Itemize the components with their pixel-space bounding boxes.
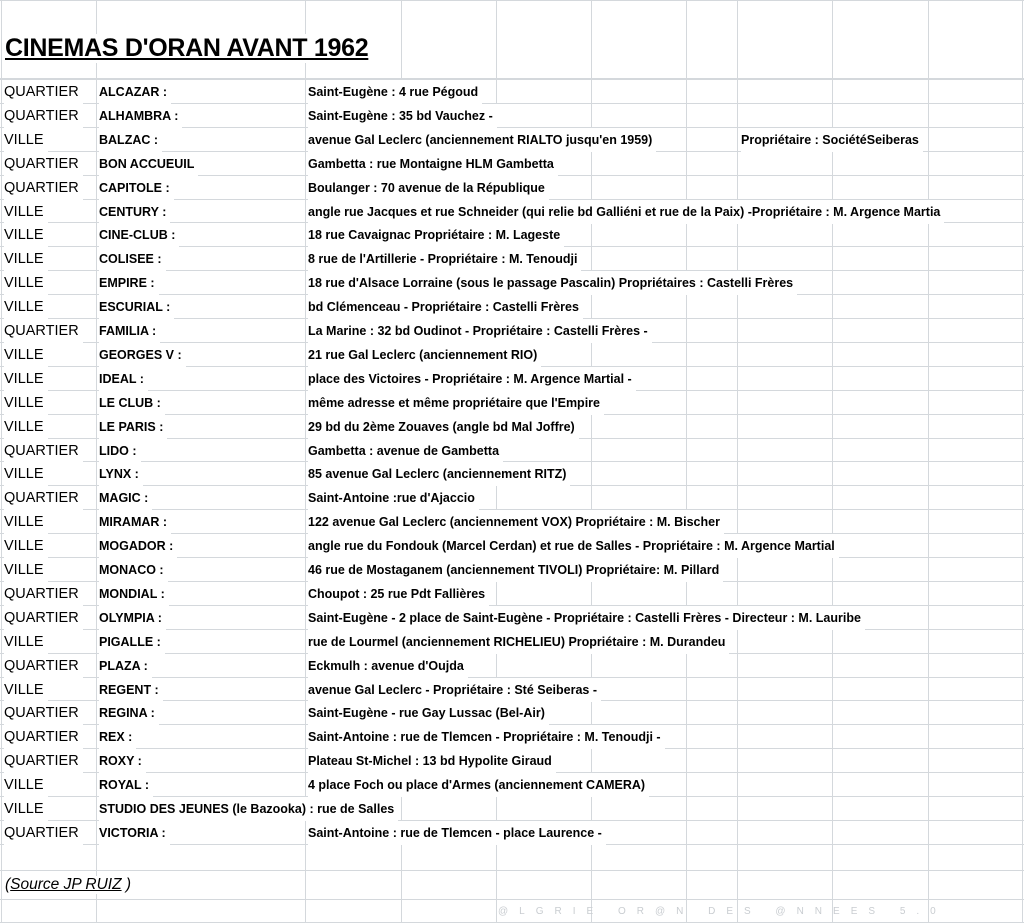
page-title: CINEMAS D'ORAN AVANT 1962 [5, 34, 374, 63]
table-row [0, 678, 1024, 702]
table-row [0, 415, 1024, 439]
district-type-cell: QUARTIER [4, 749, 83, 773]
district-type-cell: QUARTIER [4, 486, 83, 510]
address-cell: Choupot : 25 rue Pdt Fallières [308, 582, 489, 606]
cinema-name-cell: MAGIC : [99, 486, 152, 510]
district-type-cell: QUARTIER [4, 654, 83, 678]
district-type-cell: QUARTIER [4, 582, 83, 606]
table-row [0, 462, 1024, 486]
table-row [0, 295, 1024, 319]
table-row [0, 606, 1024, 630]
table-row [0, 128, 1024, 152]
table-row [0, 654, 1024, 678]
address-cell: rue de Lourmel (anciennement RICHELIEU) Propriétaire : M. Durandeu [308, 630, 729, 654]
cinema-name-cell: REGENT : [99, 678, 163, 702]
cinema-name-cell: REX : [99, 725, 136, 749]
district-type-cell: VILLE [4, 773, 48, 797]
cinema-name-cell: BALZAC : [99, 128, 162, 152]
address-cell: Saint-Antoine :rue d'Ajaccio [308, 486, 479, 510]
address-cell: 8 rue de l'Artillerie - Propriétaire : M. Tenoudji [308, 247, 581, 271]
address-cell: Gambetta : rue Montaigne HLM Gambetta [308, 152, 558, 176]
cinema-name-cell: LE PARIS : [99, 415, 167, 439]
district-type-cell: QUARTIER [4, 821, 83, 845]
table-row [0, 343, 1024, 367]
district-type-cell: VILLE [4, 534, 48, 558]
cinema-name-cell: ALHAMBRA : [99, 104, 182, 128]
district-type-cell: VILLE [4, 630, 48, 654]
address-cell: 46 rue de Mostaganem (anciennement TIVOLI) Propriétaire: M. Pillard [308, 558, 723, 582]
district-type-cell: VILLE [4, 128, 48, 152]
district-type-cell: VILLE [4, 343, 48, 367]
cinema-name-cell: ESCURIAL : [99, 295, 174, 319]
table-row [0, 725, 1024, 749]
district-type-cell: VILLE [4, 558, 48, 582]
district-type-cell: QUARTIER [4, 725, 83, 749]
cinema-name-cell: PIGALLE : [99, 630, 165, 654]
cinema-name-cell: MONDIAL : [99, 582, 169, 606]
district-type-cell: QUARTIER [4, 104, 83, 128]
address-cell: angle rue du Fondouk (Marcel Cerdan) et rue de Salles - Propriétaire : M. Argence Martial [308, 534, 839, 558]
address-cell: Saint-Eugène : 35 bd Vauchez - [308, 104, 497, 128]
cinema-name-cell: CAPITOLE : [99, 176, 174, 200]
table-row [0, 558, 1024, 582]
district-type-cell: QUARTIER [4, 152, 83, 176]
table-row [0, 630, 1024, 654]
table-row [0, 247, 1024, 271]
district-type-cell: VILLE [4, 367, 48, 391]
cinema-name-cell: LIDO : [99, 439, 141, 463]
district-type-cell: VILLE [4, 391, 48, 415]
table-row [0, 749, 1024, 773]
address-cell: 18 rue d'Alsace Lorraine (sous le passage Pascalin) Propriétaires : Castelli Frères [308, 271, 797, 295]
table-row [0, 701, 1024, 725]
cinema-name-cell: CENTURY : [99, 200, 170, 224]
cinema-name-cell: LYNX : [99, 462, 143, 486]
table-row [0, 271, 1024, 295]
source-close-paren: ) [121, 876, 132, 893]
grid-row-line [0, 870, 1024, 871]
district-type-cell: VILLE [4, 415, 48, 439]
cinema-name-cell: MIRAMAR : [99, 510, 171, 534]
district-type-cell: VILLE [4, 678, 48, 702]
cinema-name-cell: PLAZA : [99, 654, 152, 678]
table-row [0, 104, 1024, 128]
source-note [5, 876, 135, 894]
table-row [0, 200, 1024, 224]
table-row [0, 176, 1024, 200]
cinema-name-cell: FAMILIA : [99, 319, 160, 343]
address-cell: angle rue Jacques et rue Schneider (qui relie bd Galliéni et rue de la Paix) -Propriétaire : M. Argence Martia [308, 200, 944, 224]
address-cell: 21 rue Gal Leclerc (anciennement RIO) [308, 343, 541, 367]
table-row [0, 391, 1024, 415]
address-cell: Eckmulh : avenue d'Oujda [308, 654, 468, 678]
district-type-cell: QUARTIER [4, 319, 83, 343]
district-type-cell: VILLE [4, 247, 48, 271]
address-cell: avenue Gal Leclerc - Propriétaire : Sté Seiberas - [308, 678, 601, 702]
table-row [0, 582, 1024, 606]
grid-row-line [0, 899, 1024, 900]
table-row [0, 773, 1024, 797]
table-row [0, 152, 1024, 176]
district-type-cell: QUARTIER [4, 439, 83, 463]
district-type-cell: VILLE [4, 223, 48, 247]
address-cell: bd Clémenceau - Propriétaire : Castelli Frères [308, 295, 583, 319]
address-cell: Gambetta : avenue de Gambetta [308, 439, 503, 463]
grid-row-line [0, 0, 1024, 1]
address-cell: Saint-Eugène : 4 rue Pégoud [308, 80, 482, 104]
district-type-cell: QUARTIER [4, 176, 83, 200]
address-cell: 29 bd du 2ème Zouaves (angle bd Mal Joffre) [308, 415, 579, 439]
district-type-cell: QUARTIER [4, 80, 83, 104]
district-type-cell: VILLE [4, 271, 48, 295]
district-type-cell: VILLE [4, 200, 48, 224]
cinema-name-cell: ALCAZAR : [99, 80, 171, 104]
address-cell: Saint-Antoine : rue de Tlemcen - Propriétaire : M. Tenoudji - [308, 725, 665, 749]
cinema-name-cell: ROXY : [99, 749, 146, 773]
district-type-cell: VILLE [4, 797, 48, 821]
table-row [0, 510, 1024, 534]
cinema-name-cell: OLYMPIA : [99, 606, 166, 630]
owner-cell: Propriétaire : SociétéSeiberas [741, 128, 923, 152]
table-row [0, 797, 1024, 821]
address-cell: Saint-Eugène - rue Gay Lussac (Bel-Air) [308, 701, 549, 725]
cinema-name-cell: COLISEE : [99, 247, 166, 271]
cinema-name-cell: IDEAL : [99, 367, 148, 391]
district-type-cell: VILLE [4, 462, 48, 486]
cinema-name-cell: BON ACCUEUIL [99, 152, 198, 176]
address-cell: Plateau St-Michel : 13 bd Hypolite Giraud [308, 749, 556, 773]
cinema-name-cell: STUDIO DES JEUNES (le Bazooka) : rue de Salles [99, 797, 398, 821]
cinema-name-cell: EMPIRE : [99, 271, 159, 295]
table-row [0, 223, 1024, 247]
address-cell: Saint-Eugène - 2 place de Saint-Eugène - Propriétaire : Castelli Frères - Directeur : M. Lauribe [308, 606, 865, 630]
table-row [0, 821, 1024, 845]
address-cell: La Marine : 32 bd Oudinot - Propriétaire : Castelli Frères - [308, 319, 652, 343]
address-cell: avenue Gal Leclerc (anciennement RIALTO jusqu'en 1959) [308, 128, 656, 152]
table-row [0, 80, 1024, 104]
watermark: @LGRIE OR@N DES @NNEES 5.0 [498, 906, 947, 917]
cinema-name-cell: REGINA : [99, 701, 159, 725]
cinema-name-cell: LE CLUB : [99, 391, 165, 415]
source-open-paren: ( [5, 876, 11, 893]
address-cell: même adresse et même propriétaire que l'Empire [308, 391, 604, 415]
table-row [0, 534, 1024, 558]
district-type-cell: QUARTIER [4, 606, 83, 630]
cinema-name-cell: VICTORIA : [99, 821, 170, 845]
address-cell: Boulanger : 70 avenue de la République [308, 176, 549, 200]
table-row [0, 486, 1024, 510]
source-text: Source JP RUIZ [10, 876, 122, 893]
table-row [0, 319, 1024, 343]
address-cell: Saint-Antoine : rue de Tlemcen - place Laurence - [308, 821, 606, 845]
cinema-name-cell: MOGADOR : [99, 534, 177, 558]
cinema-name-cell: CINE-CLUB : [99, 223, 179, 247]
address-cell: 122 avenue Gal Leclerc (anciennement VOX) Propriétaire : M. Bischer [308, 510, 724, 534]
table-row [0, 367, 1024, 391]
district-type-cell: VILLE [4, 295, 48, 319]
address-cell: 85 avenue Gal Leclerc (anciennement RITZ) [308, 462, 570, 486]
district-type-cell: VILLE [4, 510, 48, 534]
district-type-cell: QUARTIER [4, 701, 83, 725]
address-cell: 4 place Foch ou place d'Armes (anciennement CAMERA) [308, 773, 649, 797]
cinema-name-cell: ROYAL : [99, 773, 153, 797]
address-cell: 18 rue Cavaignac Propriétaire : M. Lageste [308, 223, 564, 247]
table-row [0, 439, 1024, 463]
cinema-name-cell: GEORGES V : [99, 343, 186, 367]
cinema-name-cell: MONACO : [99, 558, 168, 582]
address-cell: place des Victoires - Propriétaire : M. Argence Martial - [308, 367, 636, 391]
